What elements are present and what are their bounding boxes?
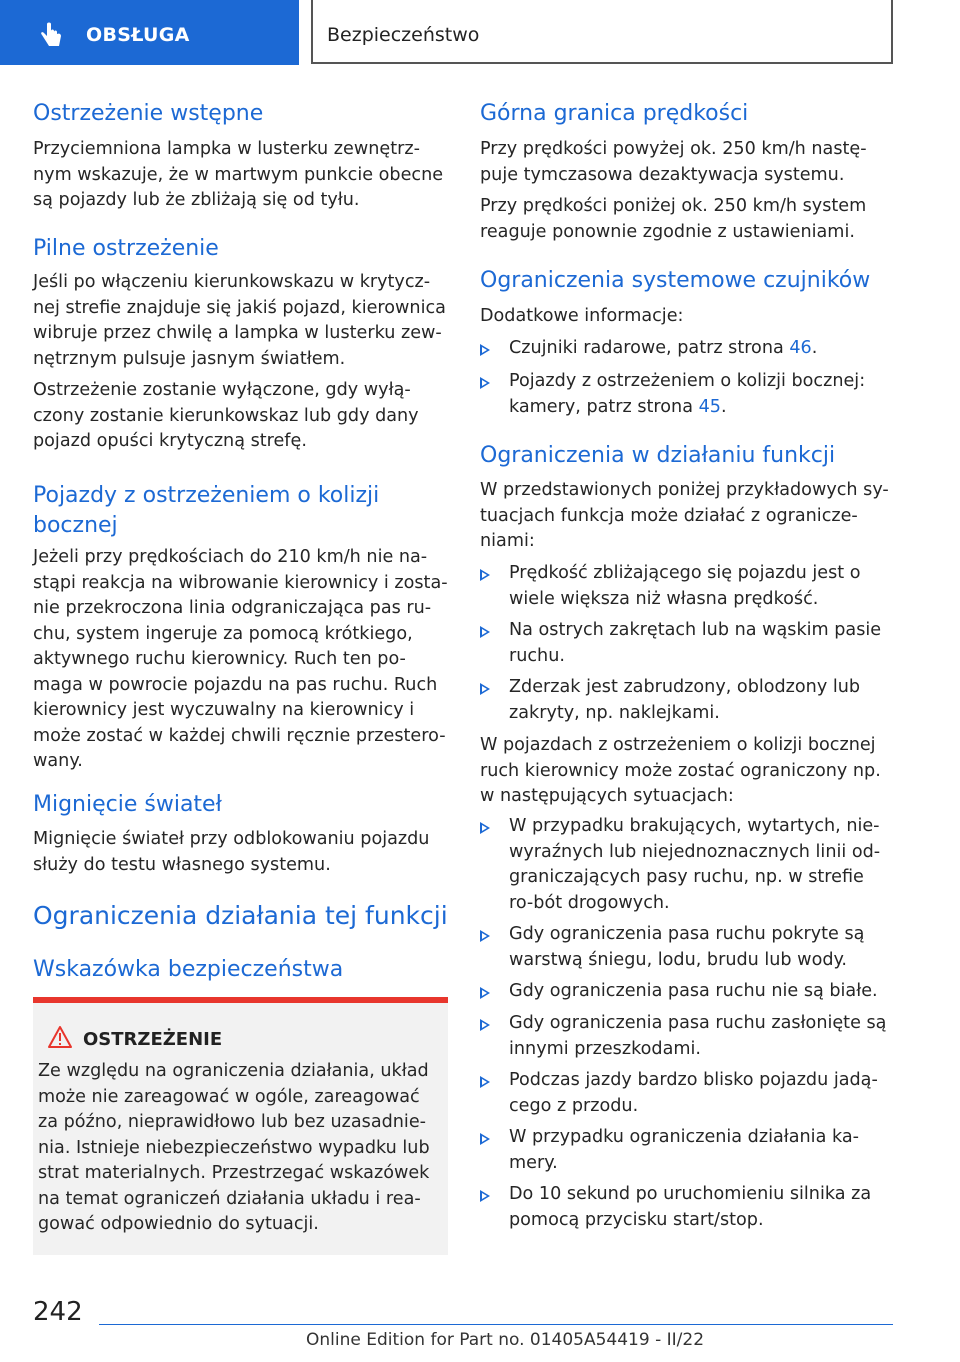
bullet-triangle-icon <box>480 987 490 999</box>
list-item-text: Gdy ograniczenia pasa ruchu nie są białe. <box>509 981 878 1001</box>
list-item-text: Prędkość zbliżającego się pojazdu jest o wiele większa niż własna prędkość. <box>509 563 861 609</box>
warning-text: Ze względu na ograniczenia działania, układ może nie zareagować w ogóle, zareagować za późno, nieprawidłowo lub bez uzasadnie-nia. Istnieje niebezpieczeństwo wypadku lub strat materialnych. Przestrzegać wskazówek na temat ograniczeń działania układu i rea-gować odpowiednio do sytuacji. <box>38 1061 430 1234</box>
bullet-triangle-icon <box>480 1133 490 1145</box>
chapter-title: Bezpieczeństwo <box>327 24 480 46</box>
warning-triangle-icon <box>47 1025 73 1049</box>
list-item-text: W przypadku ograniczenia działania ka-mery. <box>509 1127 859 1173</box>
hand-pointer-icon <box>38 22 64 50</box>
list-item: Pojazdy z ostrzeżeniem o kolizji bocznej: kamery, patrz strona 45. <box>480 369 892 421</box>
list-item-text: Do 10 sekund po uruchomieniu silnika za pomocą przycisku start/stop. <box>509 1184 872 1230</box>
page-number: 242 <box>33 1297 83 1327</box>
paragraph-speed-above: Przy prędkości powyżej ok. 250 km/h nastę-puje tymczasowa dezaktywacja systemu. <box>480 139 867 185</box>
bullet-triangle-icon <box>480 822 490 834</box>
bullet-triangle-icon <box>480 569 490 581</box>
paragraph-light-flash: Mignięcie świateł przy odblokowaniu pojazdu służy do testu własnego systemu. <box>33 829 430 875</box>
page-link-46[interactable]: 46 <box>789 338 812 358</box>
bullet-triangle-icon <box>480 1019 490 1031</box>
heading-light-flash: Mignięcie świateł <box>33 792 222 817</box>
list-item-text: Gdy ograniczenia pasa ruchu zasłonięte są innymi przeszkodami. <box>509 1013 887 1059</box>
footer-edition: Online Edition for Part no. 01405A54419 - II/22 <box>306 1330 705 1350</box>
paragraph-warning-off: Ostrzeżenie zostanie wyłączone, gdy wyłą-czony zostanie kierunkowskaz lub gdy dany pojazd opuści krytyczną strefę. <box>33 380 419 451</box>
paragraph-early-warning: Przyciemniona lampka w lusterku zewnętrz-nym wskazuje, że w martwym punkcie obecne są pojazdy lub że zbliżają się od tyłu. <box>33 139 444 210</box>
chapter-header <box>311 0 893 64</box>
section-tab-label: OBSŁUGA <box>86 24 190 46</box>
bullet-triangle-icon <box>480 377 490 389</box>
heading-operation-limits: Ograniczenia w działaniu funkcji <box>480 443 836 468</box>
bullet-triangle-icon <box>480 930 490 942</box>
warning-title: OSTRZEŻENIE <box>83 1029 223 1050</box>
list-item-text: Zderzak jest zabrudzony, oblodzony lub zakryty, np. naklejkami. <box>509 677 861 723</box>
heading-early-warning: Ostrzeżenie wstępne <box>33 101 264 126</box>
list-item: Czujniki radarowe, patrz strona 46. <box>480 336 892 362</box>
bullet-triangle-icon <box>480 1076 490 1088</box>
list-item-text: Czujniki radarowe, patrz strona <box>509 338 790 358</box>
heading-side-collision: Pojazdy z ostrzeżeniem o kolizji bocznej <box>33 483 380 538</box>
paragraph-steering-limits: W pojazdach z ostrzeżeniem o kolizji bocznej ruch kierownicy może zostać ograniczony np. w następujących sytuacjach: <box>480 735 881 806</box>
bullet-triangle-icon <box>480 626 490 638</box>
bullet-triangle-icon <box>480 683 490 695</box>
heading-urgent-warning: Pilne ostrzeżenie <box>33 236 219 261</box>
heading-sensor-limits: Ograniczenia systemowe czujników <box>480 268 871 293</box>
paragraph-operation-limits: W przedstawionych poniżej przykładowych sy-tuacjach funkcja może działać z ogranicze-niami: <box>480 480 889 551</box>
list-item-text: W przypadku brakujących, wytartych, nie-wyraźnych lub niejednoznacznych linii od-graniczających pasy ruchu, np. w strefie ro-bót drogowych. <box>509 816 881 913</box>
footer-divider <box>99 1324 893 1325</box>
list-item-text: Gdy ograniczenia pasa ruchu pokryte są warstwą śniegu, lodu, brudu lub wody. <box>509 924 865 970</box>
section-tab <box>0 0 299 65</box>
heading-speed-limit: Górna granica prędkości <box>480 101 749 126</box>
paragraph-speed-below: Przy prędkości poniżej ok. 250 km/h system reaguje ponownie zgodnie z ustawieniami. <box>480 196 867 242</box>
paragraph-additional-info: Dodatkowe informacje: <box>480 306 684 326</box>
list-item-text: Na ostrych zakrętach lub na wąskim pasie ruchu. <box>509 620 882 666</box>
bullet-triangle-icon <box>480 344 490 356</box>
paragraph-side-collision: Jeżeli przy prędkościach do 210 km/h nie na-stąpi reakcja na wibrowanie kierownicy i zosta-nie przekroczona linia odgraniczająca pas ru-chu, system ingeruje za pomocą krótkiego, aktywnego ruchu kierownicy. Ruch ten po-maga w powrocie pojazdu na pas ruchu. Ruch kierownicy jest wyczuwalny na kierownicy i może zostać w każdej chwili ręcznie przestero-wany. <box>33 547 448 771</box>
list-item-text: Pojazdy z ostrzeżeniem o kolizji bocznej: kamery, patrz strona <box>509 371 866 417</box>
warning-box <box>33 997 448 1255</box>
bullet-triangle-icon <box>480 1190 490 1202</box>
paragraph-urgent-warning: Jeśli po włączeniu kierunkowskazu w krytycz-nej strefie znajduje się jakiś pojazd, kierownica wibruje przez chwilę a lampka w lusterku zew-nętrznym pulsuje jasnym światłem. <box>33 272 446 369</box>
heading-function-limits: Ograniczenia działania tej funkcji <box>33 901 448 930</box>
heading-safety-note: Wskazówka bezpieczeństwa <box>33 957 344 982</box>
page-link-45[interactable]: 45 <box>698 396 721 417</box>
list-item-text: Podczas jazdy bardzo blisko pojazdu jadą-cego z przodu. <box>509 1070 878 1116</box>
